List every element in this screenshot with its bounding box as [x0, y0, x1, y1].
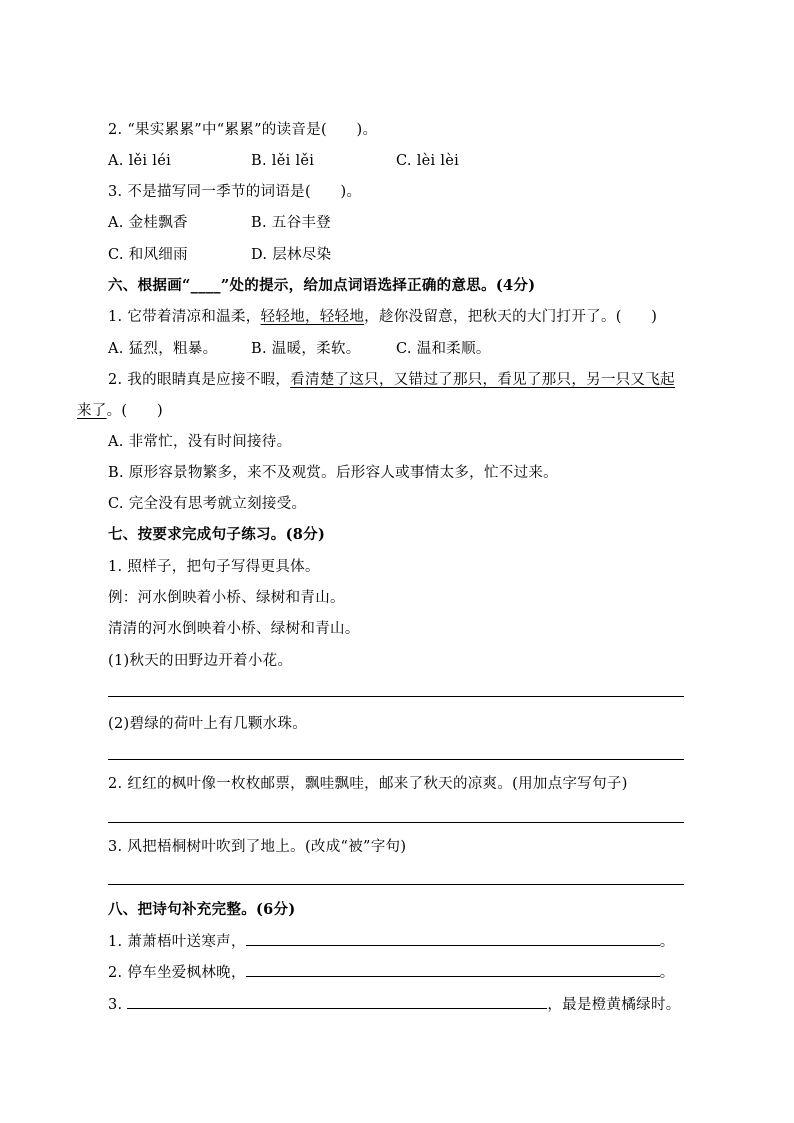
q3-option-b: B. 五谷丰登 — [251, 215, 331, 231]
q3-stem: 3. 不是描写同一季节的词语是( )。 — [108, 184, 362, 200]
s7-q1-1: (1)秋天的田野边开着小花。 — [108, 653, 293, 669]
s6-q1-option-a: A. 猛烈，粗暴。 — [108, 341, 218, 357]
s6-q1-post: ，趁你没留意，把秋天的大门打开了。( ) — [364, 309, 658, 325]
q3-option-a: A. 金桂飘香 — [108, 215, 188, 231]
section-7-heading: 七、按要求完成句子练习。(8分) — [108, 526, 326, 543]
s8-l3-post: ，最是橙黄橘绿时。 — [547, 997, 681, 1013]
s6-q2-line1 — [108, 370, 675, 390]
poem-blank[interactable] — [127, 994, 547, 1009]
q2-stem: 2. “果实累累”中“累累”的读音是( )。 — [108, 122, 378, 138]
answer-line[interactable] — [108, 822, 684, 823]
poem-blank[interactable] — [246, 931, 660, 946]
s8-l3-number: 3. — [108, 997, 123, 1013]
q2-option-c: C. lèi lèi — [396, 153, 460, 169]
s6-q2-option-a: A. 非常忙，没有时间接待。 — [108, 434, 292, 450]
q3-option-d: D. 层林尽染 — [251, 247, 332, 263]
s6-q2-option-c: C. 完全没有思考就立刻接受。 — [108, 496, 307, 512]
answer-line[interactable] — [108, 759, 684, 760]
q2-option-b: B. lěi lěi — [251, 153, 315, 169]
s6-q2-underlined-2: 来了 — [77, 403, 107, 419]
q2-option-a: A. lěi léi — [108, 153, 172, 169]
s8-l2-text: 2. 停车坐爱枫林晚， — [108, 965, 246, 981]
s6-q1-option-c: C. 温和柔顺。 — [396, 341, 491, 357]
s7-example-answer: 清清的河水倒映着小桥、绿树和青山。 — [108, 621, 360, 637]
s7-q2: 2. 红红的枫叶像一枚枚邮票，飘哇飘哇，邮来了秋天的凉爽。(用加点字写句子) — [108, 776, 628, 792]
s8-l1-end: 。 — [659, 934, 675, 950]
s6-q2-post: 。( ) — [106, 403, 163, 419]
s7-example: 例：河水倒映着小桥、绿树和青山。 — [108, 590, 345, 606]
s6-q1-underlined: 轻轻地，轻轻地 — [260, 309, 365, 325]
s6-q2-pre: 2. 我的眼睛真是应接不暇， — [108, 372, 291, 388]
answer-line[interactable] — [108, 884, 684, 885]
poem-blank[interactable] — [246, 962, 660, 977]
s7-q1-2: (2)碧绿的荷叶上有几颗水珠。 — [108, 716, 308, 732]
s8-l2-end: 。 — [659, 965, 675, 981]
section-6-heading: 六、根据画“____”处的提示，给加点词语选择正确的意思。(4分) — [108, 277, 536, 294]
s6-q1-option-b: B. 温暖，柔软。 — [251, 341, 361, 357]
s8-line-3 — [108, 994, 681, 1015]
s6-q2-line2 — [77, 401, 163, 421]
section-8-heading: 八、把诗句补充完整。(6分) — [108, 901, 296, 918]
s6-q1-pre: 1. 它带着清凉和温柔， — [108, 309, 261, 325]
q3-option-c: C. 和风细雨 — [108, 247, 188, 263]
s7-q3: 3. 风把梧桐树叶吹到了地上。(改成“被”字句) — [108, 839, 407, 855]
s7-q1: 1. 照样子，把句子写得更具体。 — [108, 559, 320, 575]
s8-line-1 — [108, 931, 675, 952]
s8-line-2 — [108, 962, 675, 983]
answer-line[interactable] — [108, 696, 684, 697]
s6-q2-underlined-1: 看清楚了这只，又错过了那只，看见了那只，另一只又飞起 — [290, 372, 675, 388]
s8-l1-text: 1. 萧萧梧叶送寒声， — [108, 934, 246, 950]
s6-q2-option-b: B. 原形容景物繁多，来不及观赏。后形容人或事情太多，忙不过来。 — [108, 465, 558, 481]
s6-q1 — [108, 307, 657, 327]
